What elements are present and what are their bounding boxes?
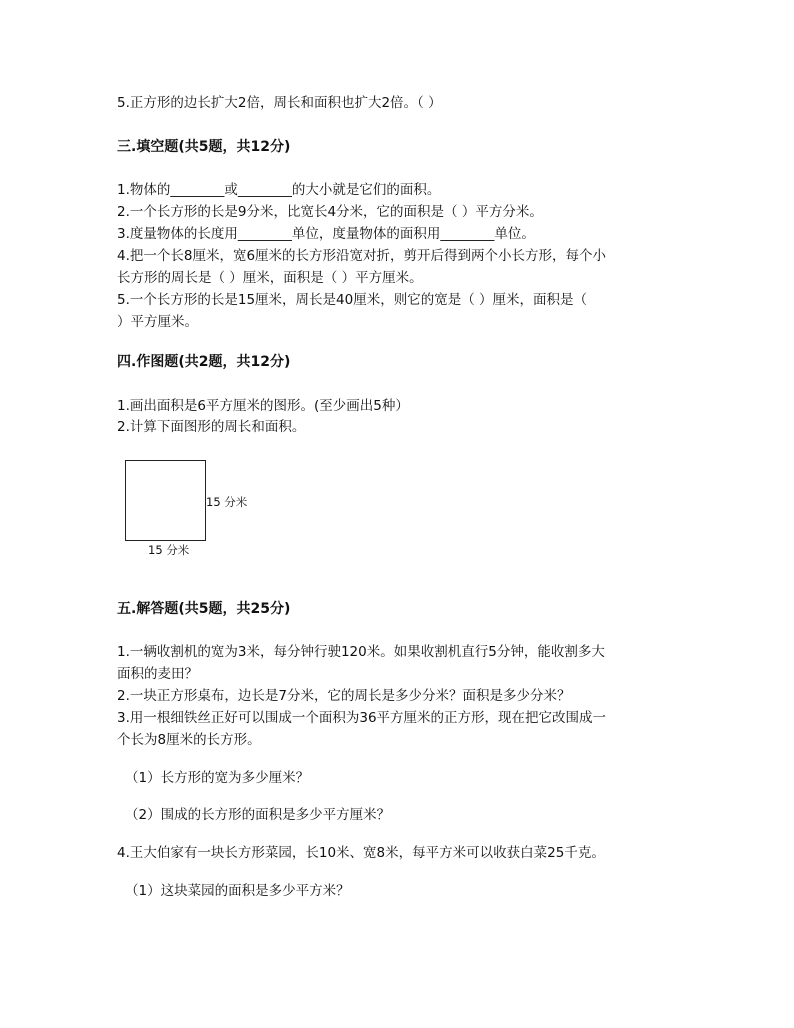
draw-question-2: 2.计算下面图形的周长和面积。: [117, 419, 306, 435]
fill-question-5-line1: 5.一个长方形的长是15厘米，周长是40厘米，则它的宽是（ ）厘米，面积是（: [117, 292, 588, 308]
answer-question-2: 2.一块正方形桌布，边长是7分米，它的周长是多少分米？面积是多少分米？: [117, 688, 571, 704]
fill-question-4-line2: 长方形的周长是（ ）厘米，面积是（ ）平方厘米。: [117, 270, 423, 286]
fill-question-1: 1.物体的________或________的大小就是它们的面积。: [117, 182, 441, 198]
square-bottom-label: 15 分米: [148, 543, 190, 557]
answer-question-4: 4.王大伯家有一块长方形菜园，长10米、宽8米，每平方米可以收获白菜25千克。: [117, 845, 605, 861]
answer-question-4-sub1: （1）这块菜园的面积是多少平方米？: [125, 883, 350, 899]
answer-question-1-line2: 面积的麦田？: [117, 666, 198, 682]
square-side-label: 15 分米: [206, 495, 248, 509]
answer-question-3-sub2: （2）围成的长方形的面积是多少平方厘米？: [125, 807, 391, 823]
fill-question-4-line1: 4.把一个长8厘米，宽6厘米的长方形沿宽对折，剪开后得到两个小长方形，每个小: [117, 248, 607, 264]
draw-question-1: 1.画出面积是6平方厘米的图形。(至少画出5种）: [117, 398, 409, 414]
square-figure: [125, 460, 206, 541]
answer-question-1-line1: 1.一辆收割机的宽为3米，每分钟行驶120米。如果收割机直行5分钟，能收割多大: [117, 644, 605, 660]
question-judge-5: 5.正方形的边长扩大2倍，周长和面积也扩大2倍。（ ）: [117, 95, 442, 111]
fill-question-3: 3.度量物体的长度用________单位，度量物体的面积用________单位。: [117, 226, 535, 242]
section-3-heading: 三.填空题(共5题，共12分): [117, 139, 291, 155]
section-5-heading: 五.解答题(共5题，共25分): [117, 601, 291, 617]
fill-question-2: 2.一个长方形的长是9分米，比宽长4分米，它的面积是（ ）平方分米。: [117, 204, 543, 220]
section-4-heading: 四.作图题(共2题，共12分): [117, 354, 291, 370]
fill-question-5-line2: ）平方厘米。: [117, 314, 198, 330]
answer-question-3-line1: 3.用一根细铁丝正好可以围成一个面积为36平方厘米的正方形，现在把它改围成一: [117, 710, 607, 726]
answer-question-3-line2: 个长为8厘米的长方形。: [117, 732, 261, 748]
answer-question-3-sub1: （1）长方形的宽为多少厘米？: [125, 770, 310, 786]
